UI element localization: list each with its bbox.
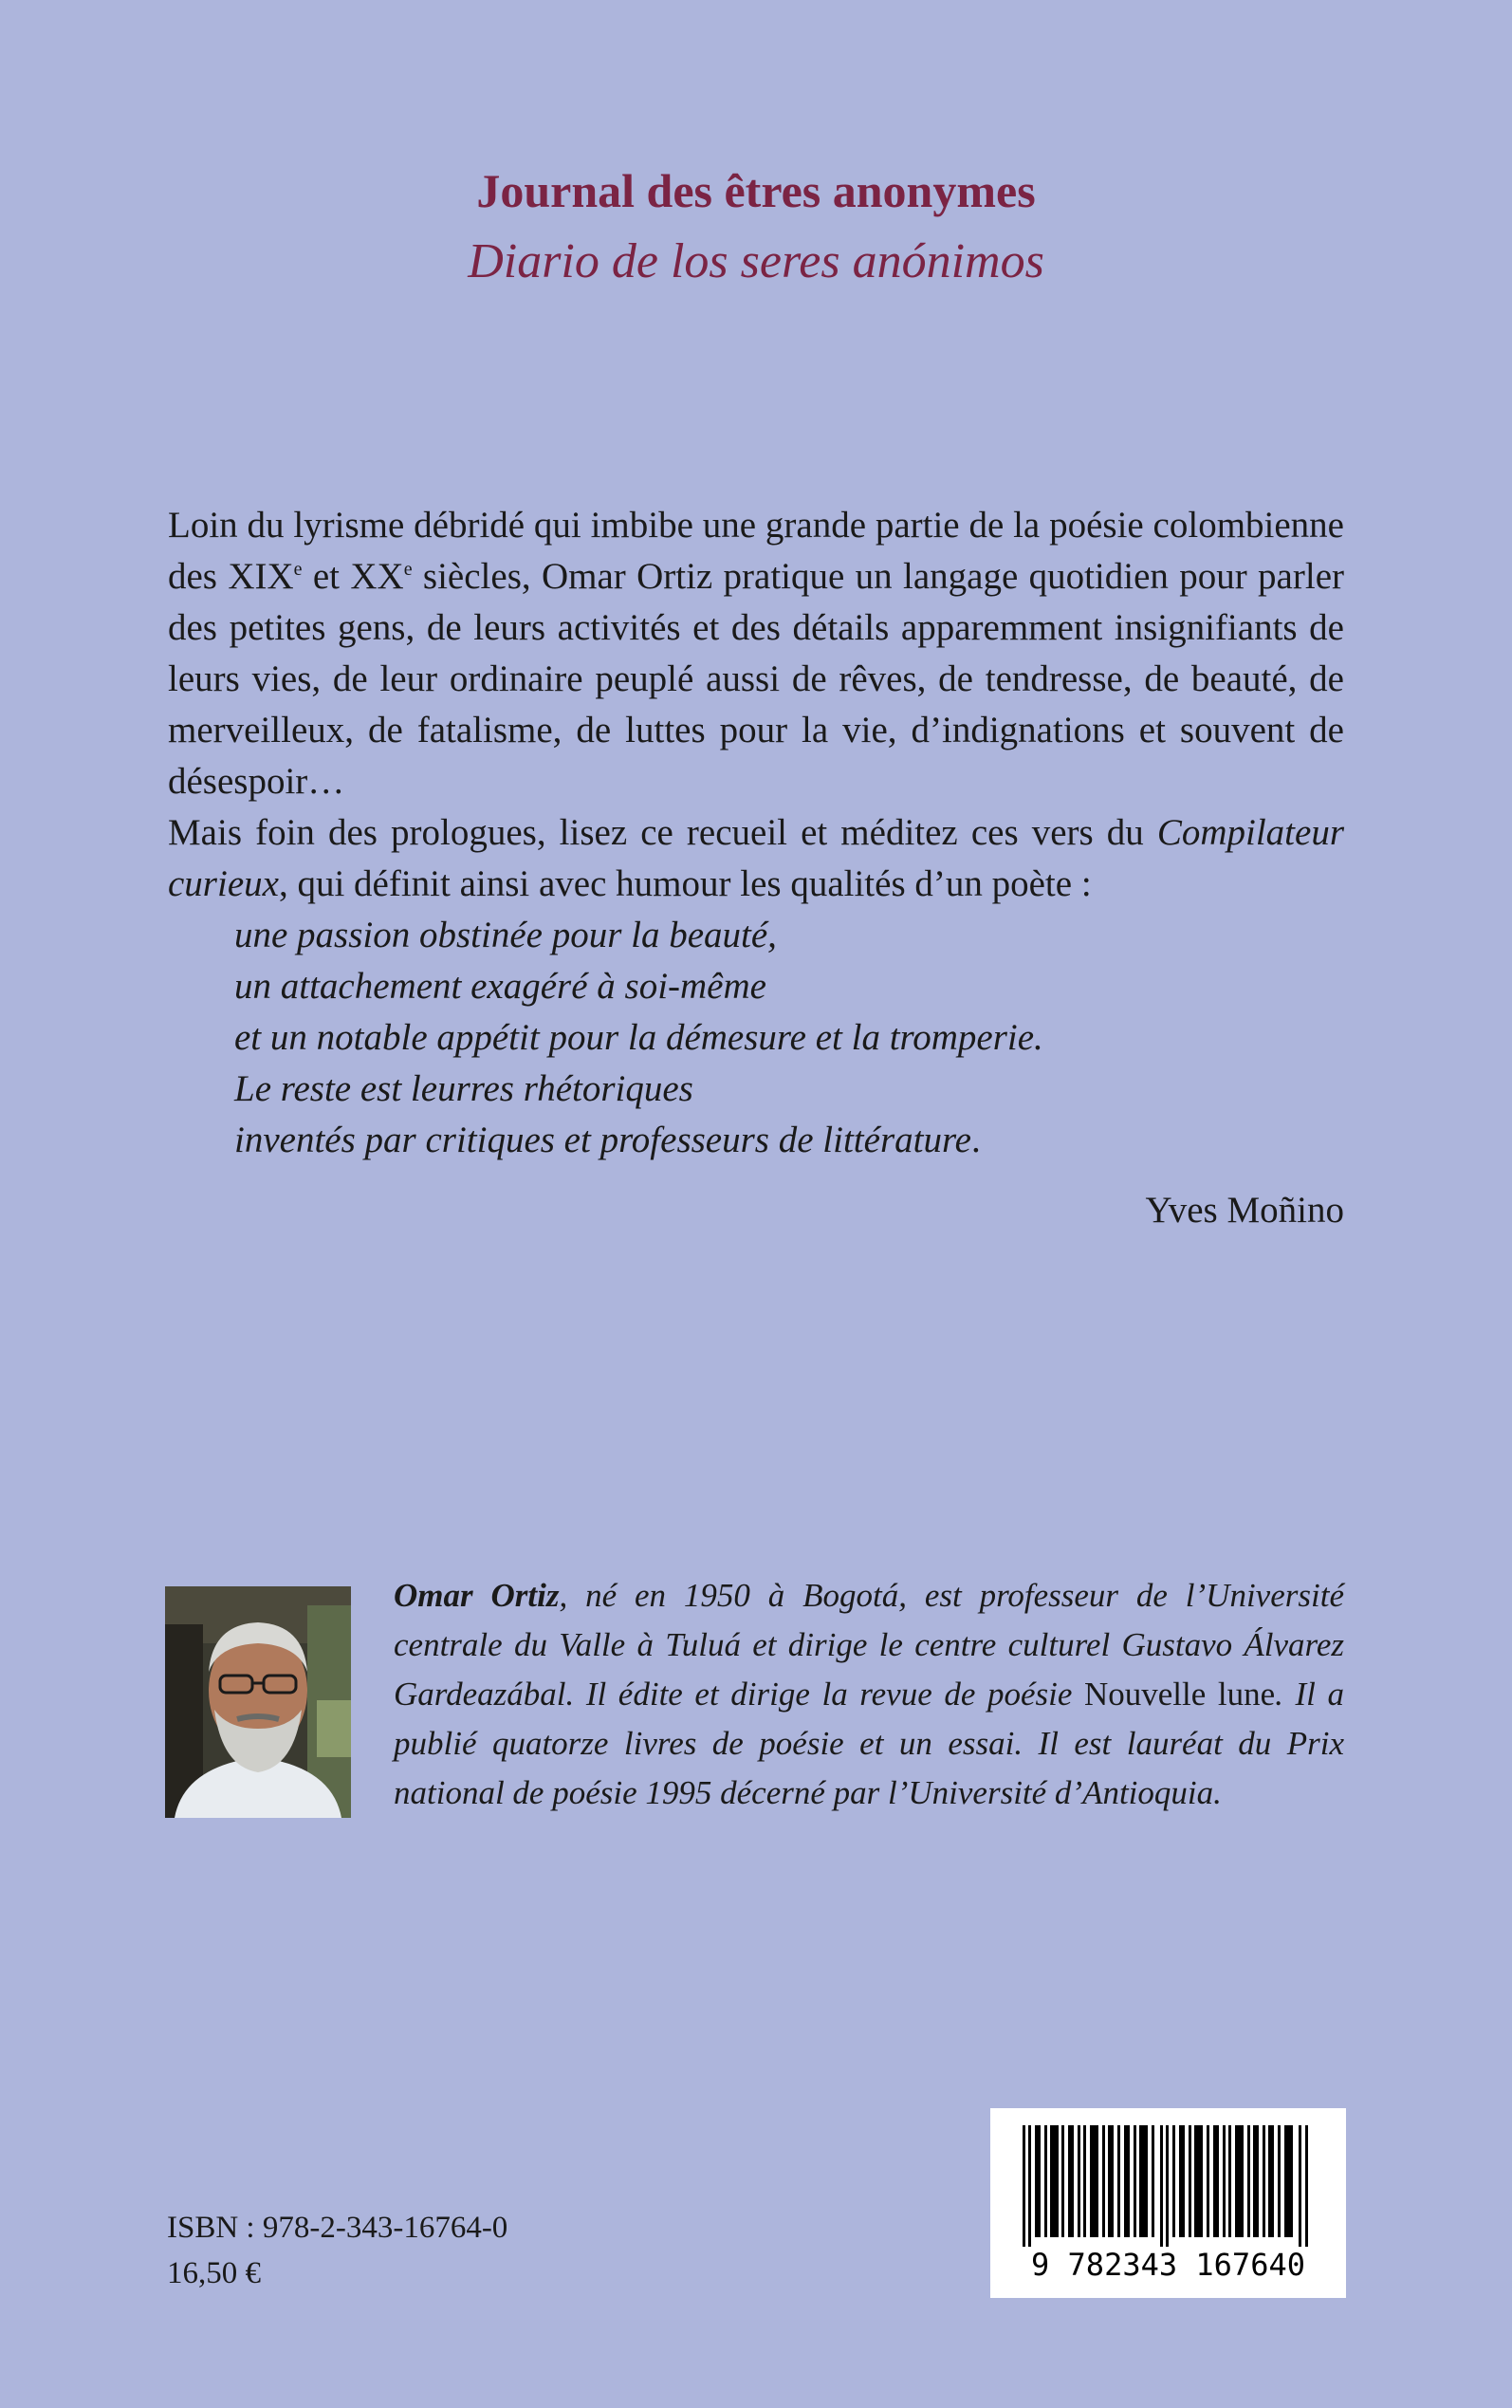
isbn-block bbox=[167, 2205, 507, 2296]
bio-text: . Il a publié quatorze livres de poésie et un essai. Il est lauréat du Prix national de poésie 1995 décerné par l’Université d’Antioquia. bbox=[394, 1676, 1344, 1811]
poem-line: et un notable appétit pour la démesure et la tromperie. bbox=[234, 1017, 1043, 1058]
superscript: e bbox=[403, 559, 413, 580]
poem-line-text: inventés par critiques et professeurs de littérature bbox=[234, 1120, 971, 1160]
blurb-paragraph-2 bbox=[168, 807, 1344, 910]
blurb-text: Mais foin des prologues, lisez ce recueil et méditez ces vers du bbox=[168, 812, 1157, 853]
signature: Yves Moñino bbox=[1145, 1190, 1344, 1231]
blurb-text: siècles, Omar Ortiz pratique un langage quotidien pour parler des petites gens, de leurs activités et des détails apparemment insignifiants de leurs vies, de leur ordinaire peuplé aussi de rêves, de tendresse, de beauté, de merveilleux, de fatalisme, de luttes pour la vie, d’indignations et souvent de désespoir… bbox=[168, 556, 1344, 802]
blurb-paragraph-1 bbox=[168, 500, 1344, 807]
superscript: e bbox=[293, 559, 303, 580]
book-title-block bbox=[0, 157, 1512, 299]
cited-title: Compilateur curieux bbox=[168, 812, 1344, 904]
barcode bbox=[990, 2108, 1346, 2298]
bio-text: , né en 1950 à Bogotá, est professeur de l’Université centrale du Valle à Tuluá et dirige le centre culturel Gustavo Álvarez Gardeazábal. Il édite et dirige la revue de poésie bbox=[394, 1577, 1344, 1713]
author-name: Omar Ortiz bbox=[394, 1577, 560, 1614]
blurb bbox=[168, 500, 1344, 1236]
author-photo bbox=[165, 1586, 351, 1818]
isbn: ISBN : 978-2-343-16764-0 bbox=[167, 2211, 508, 2245]
poem-line: une passion obstinée pour la beauté, bbox=[234, 915, 777, 955]
barcode-bars bbox=[1023, 2125, 1314, 2247]
blurb-text: , qui définit ainsi avec humour les qualités d’un poète : bbox=[278, 863, 1092, 904]
poem-line: Le reste est leurres rhétoriques bbox=[234, 1068, 693, 1109]
poem-line bbox=[234, 1115, 1344, 1166]
price: 16,50 € bbox=[167, 2256, 261, 2290]
barcode-digits: 9 782343 167640 bbox=[1031, 2247, 1305, 2283]
blurb-text: et XX bbox=[302, 556, 404, 597]
author-bio bbox=[394, 1571, 1344, 1818]
blurb-text: Loin du lyrisme débridé qui imbibe une grande partie de la poésie colombienne des XIX bbox=[168, 505, 1344, 597]
title-french: Journal des êtres anonymes bbox=[476, 164, 1036, 217]
poem-line: un attachement exagéré à soi-même bbox=[234, 966, 766, 1007]
poem-period: . bbox=[971, 1120, 981, 1160]
title-spanish: Diario de los seres anónimos bbox=[468, 234, 1044, 288]
journal-name: Nouvelle lune bbox=[1084, 1676, 1276, 1713]
poem-quote bbox=[234, 910, 1344, 1166]
